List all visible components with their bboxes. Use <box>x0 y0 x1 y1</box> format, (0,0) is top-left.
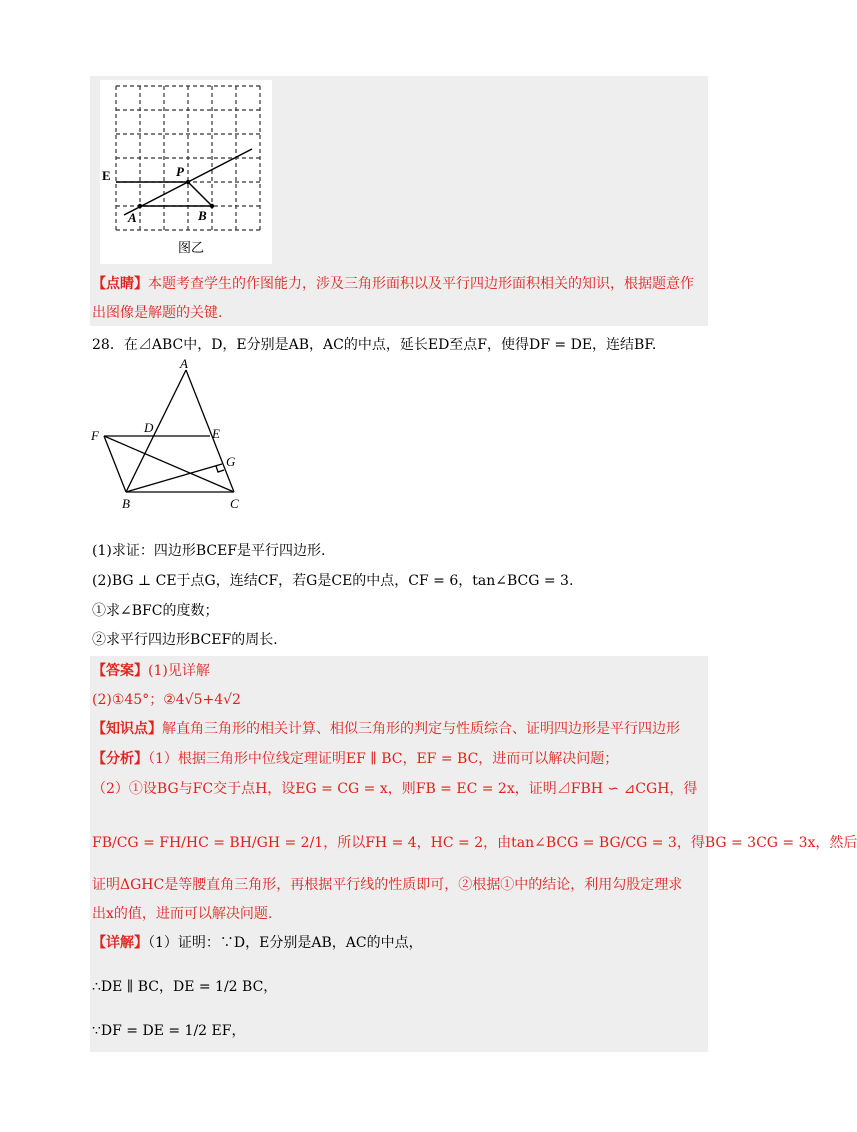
dianjing-tag: 【点睛】 <box>92 276 148 292</box>
label-B: B <box>198 208 207 223</box>
analysis-line2: （2）①设BG与FC交于点H，设EG = CG = x，则FB = EC = 2x，证明⊿FBH ∽ ⊿CGH，得 <box>92 781 698 797</box>
question-number: 28． <box>92 337 124 353</box>
question-sub2: ②求平行四边形BCEF的周长. <box>92 632 278 648</box>
answer-tag: 【答案】 <box>92 663 148 679</box>
detail-tag: 【详解】 <box>92 935 148 951</box>
analysis-tag: 【分析】 <box>92 751 148 767</box>
answer-part2: (2)①45°；②4√5+4√2 <box>92 692 241 708</box>
dianjing-line2 <box>92 303 222 323</box>
answer-line1 <box>92 661 210 681</box>
knowledge-text: 解直角三角形的相关计算、相似三角形的判定与性质综合、证明四边形是平行四边形 <box>162 721 680 737</box>
label-A2: A <box>180 356 188 371</box>
analysis-line4: 证明ΔGHC是等腰直角三角形，再根据平行线的性质即可，②根据①中的结论，利用勾股定理求 <box>92 877 683 893</box>
detail-line2: ∴DE ∥ BC，DE = 1/2 BC， <box>92 979 278 995</box>
analysis-text-3: 所以FH = 4，HC = 2，由tan∠BCG = BG/CG = 3，得BG = 3CG = 3x，然后 <box>337 835 857 851</box>
analysis-text-1: （1）根据三角形中位线定理证明EF ∥ BC，EF = BC，进而可以解决问题； <box>148 751 619 767</box>
question-stem <box>92 335 656 355</box>
figure-caption: 图乙 <box>178 240 205 255</box>
grid-figure <box>100 80 272 264</box>
detail-text-1: （1）证明：∵D，E分别是AB，AC的中点， <box>148 935 423 951</box>
dianjing-text-2: 出图像是解题的关键. <box>92 305 223 321</box>
label-E2: E <box>212 426 220 441</box>
detail-line3: ∵DF = DE = 1/2 EF， <box>92 1023 246 1039</box>
knowledge-line <box>92 719 680 739</box>
dianjing-text-1: 本题考查学生的作图能力，涉及三角形面积以及平行四边形面积相关的知识，根据题意作 <box>148 276 694 292</box>
label-B2: B <box>122 496 130 511</box>
label-P: P <box>176 164 184 179</box>
question-part1: (1)求证：四边形BCEF是平行四边形. <box>92 543 326 559</box>
question-stem-text: 在⊿ABC中，D，E分别是AB，AC的中点，延长ED至点F，使得DF = DE，连结BF. <box>123 337 657 353</box>
label-G: G <box>226 454 236 469</box>
label-E: E <box>102 168 111 183</box>
question-part2: (2)BG ⊥ CE于点G，连结CF，若G是CE的中点，CF = 6，tan∠BCG = 3. <box>92 573 574 589</box>
label-A: A <box>128 210 137 225</box>
detail-line1 <box>92 933 423 953</box>
analysis-line3 <box>92 826 857 860</box>
ratio-expression: FB/CG = FH/HC = BH/GH = 2/1， <box>92 835 338 851</box>
knowledge-tag: 【知识点】 <box>92 721 162 737</box>
dianjing-line1 <box>92 274 694 294</box>
label-C: C <box>230 496 239 511</box>
answer-part1: (1)见详解 <box>148 663 210 679</box>
label-F: F <box>91 428 99 443</box>
label-D: D <box>144 420 154 435</box>
parallelogram-figure <box>88 358 248 518</box>
analysis-line5: 出x的值，进而可以解决问题. <box>92 906 273 922</box>
question-sub1: ①求∠BFC的度数； <box>92 603 219 619</box>
analysis-line1 <box>92 749 618 769</box>
